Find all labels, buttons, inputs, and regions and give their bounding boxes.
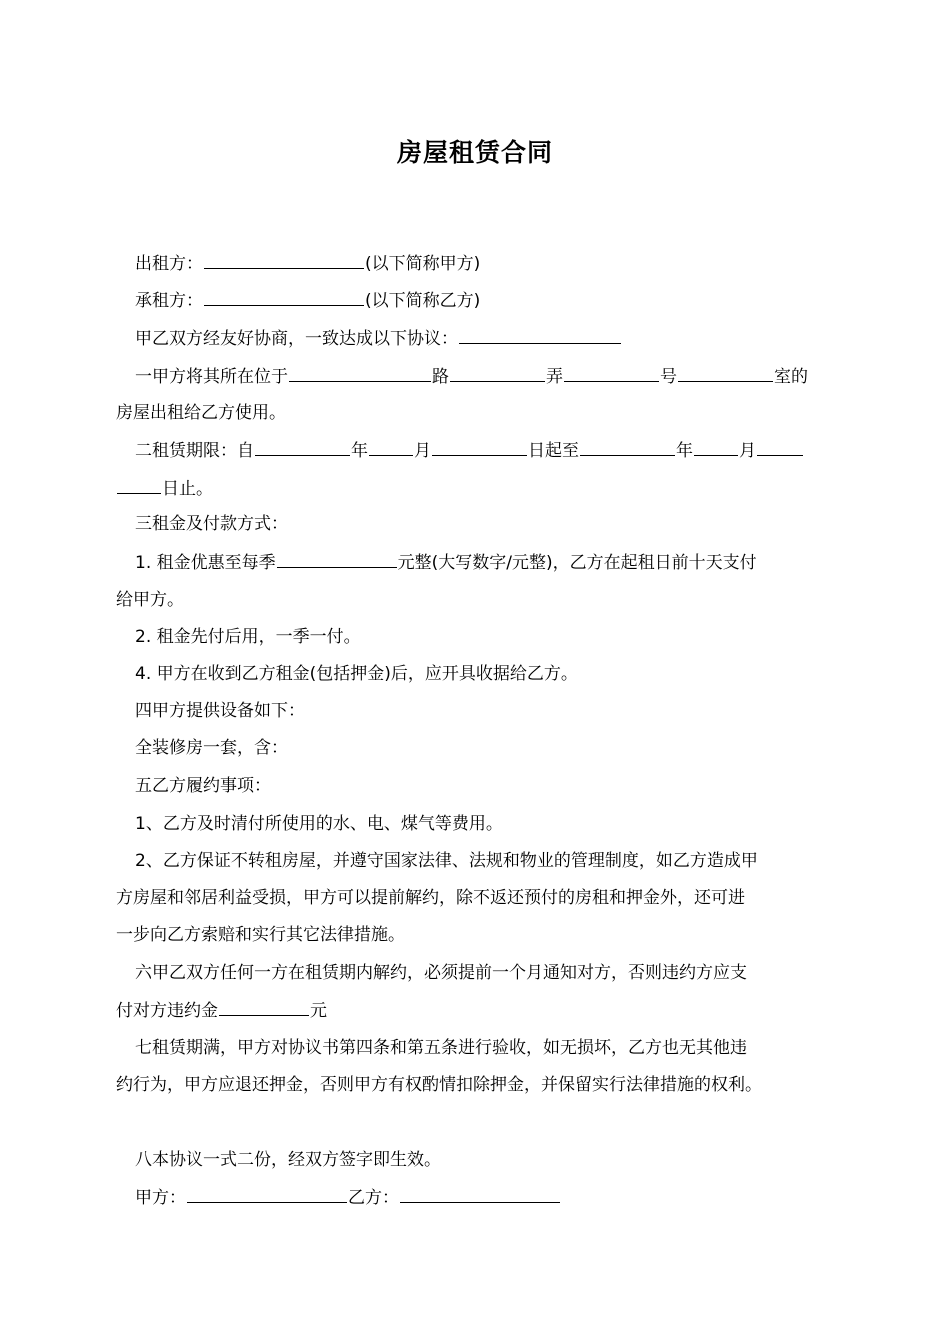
lessee-line: [116, 288, 875, 313]
end-year-blank[interactable]: [580, 438, 675, 456]
clause8-line: 八本协议一式二份，经双方签字即生效。: [135, 1150, 441, 1170]
month2-label: 月: [739, 441, 756, 461]
lane-blank[interactable]: [564, 364, 659, 382]
clause4-heading: 四甲方提供设备如下：: [135, 701, 305, 721]
clause2-prefix: 二租赁期限：自: [135, 441, 254, 461]
intro-line: [116, 326, 875, 351]
party-a-label: 甲方：: [135, 1188, 186, 1208]
clause3-item1-continuation: 给甲方。: [116, 590, 184, 610]
clause4-detail: 全装修房一套，含：: [135, 738, 288, 758]
number-blank[interactable]: [678, 364, 773, 382]
penalty-suffix: 元: [310, 1001, 327, 1021]
clause5-item1: 1、乙方及时清付所使用的水、电、煤气等费用。: [135, 814, 503, 834]
rent-prefix: 1. 租金优惠至每季: [135, 553, 276, 573]
clause1-continuation: 房屋出租给乙方使用。: [116, 403, 286, 423]
document-title: 房屋租赁合同: [396, 138, 553, 167]
clause1-line: [116, 364, 875, 389]
party-b-label: 乙方：: [348, 1188, 399, 1208]
clause3-item4: 4. 甲方在收到乙方租金(包括押金)后，应开具收据给乙方。: [135, 664, 578, 684]
lessor-suffix: (以下简称甲方): [365, 254, 481, 274]
number-label: 号: [660, 367, 677, 387]
rent-amount-blank[interactable]: [277, 550, 397, 568]
penalty-amount-blank[interactable]: [219, 998, 309, 1016]
rent-suffix: 元整(大写数字/元整)，乙方在起租日前十天支付: [397, 553, 757, 573]
intro-blank[interactable]: [459, 326, 621, 344]
road-label: 路: [432, 367, 449, 387]
road-blank[interactable]: [450, 364, 545, 382]
lessee-name-blank[interactable]: [204, 288, 364, 306]
year2-label: 年: [676, 441, 693, 461]
start-day-blank[interactable]: [432, 438, 527, 456]
start-year-blank[interactable]: [255, 438, 350, 456]
clause7-line2: 约行为，甲方应退还押金，否则甲方有权酌情扣除押金，并保留实行法律措施的权利。: [116, 1075, 762, 1095]
clause2-line: [116, 438, 875, 463]
clause6-line2: [116, 998, 856, 1023]
start-month-blank[interactable]: [369, 438, 413, 456]
year-label: 年: [351, 441, 368, 461]
clause3-item2: 2. 租金先付后用，一季一付。: [135, 627, 361, 647]
intro-text: 甲乙双方经友好协商，一致达成以下协议：: [135, 329, 458, 349]
clause3-heading: 三租金及付款方式：: [135, 514, 288, 534]
lane-label: 弄: [546, 367, 563, 387]
clause7-line1: 七租赁期满，甲方对协议书第四条和第五条进行验收，如无损坏，乙方也无其他违: [135, 1038, 747, 1058]
party-b-signature-blank[interactable]: [400, 1185, 560, 1203]
clause3-item1: [116, 550, 875, 575]
day-from-label: 日起至: [528, 441, 579, 461]
penalty-prefix: 付对方违约金: [116, 1001, 218, 1021]
clause5-item2-line1: 2、乙方保证不转租房屋，并遵守国家法律、法规和物业的管理制度，如乙方造成甲: [135, 851, 758, 871]
lessor-line: [116, 251, 875, 276]
end-day-blank-part1[interactable]: [757, 438, 803, 456]
clause2-continuation: [116, 476, 856, 501]
day-end-label: 日止。: [162, 479, 213, 499]
address-blank[interactable]: [289, 364, 431, 382]
month-label: 月: [414, 441, 431, 461]
clause6-line1: 六甲乙双方任何一方在租赁期内解约，必须提前一个月通知对方，否则违约方应支: [135, 963, 747, 983]
lessor-name-blank[interactable]: [204, 251, 364, 269]
clause1-prefix: 一甲方将其所在位于: [135, 367, 288, 387]
lessor-label: 出租方：: [135, 254, 203, 274]
end-day-blank-part2[interactable]: [117, 476, 161, 494]
signature-line: [116, 1185, 875, 1210]
lessee-label: 承租方：: [135, 291, 203, 311]
clause5-item2-line3: 一步向乙方索赔和实行其它法律措施。: [116, 925, 405, 945]
clause5-item2-line2: 方房屋和邻居利益受损，甲方可以提前解约，除不返还预付的房租和押金外，还可进: [116, 888, 745, 908]
party-a-signature-blank[interactable]: [187, 1185, 347, 1203]
end-month-blank[interactable]: [694, 438, 738, 456]
lessee-suffix: (以下简称乙方): [365, 291, 481, 311]
room-label: 室的: [774, 367, 808, 387]
clause5-heading: 五乙方履约事项：: [135, 776, 271, 796]
